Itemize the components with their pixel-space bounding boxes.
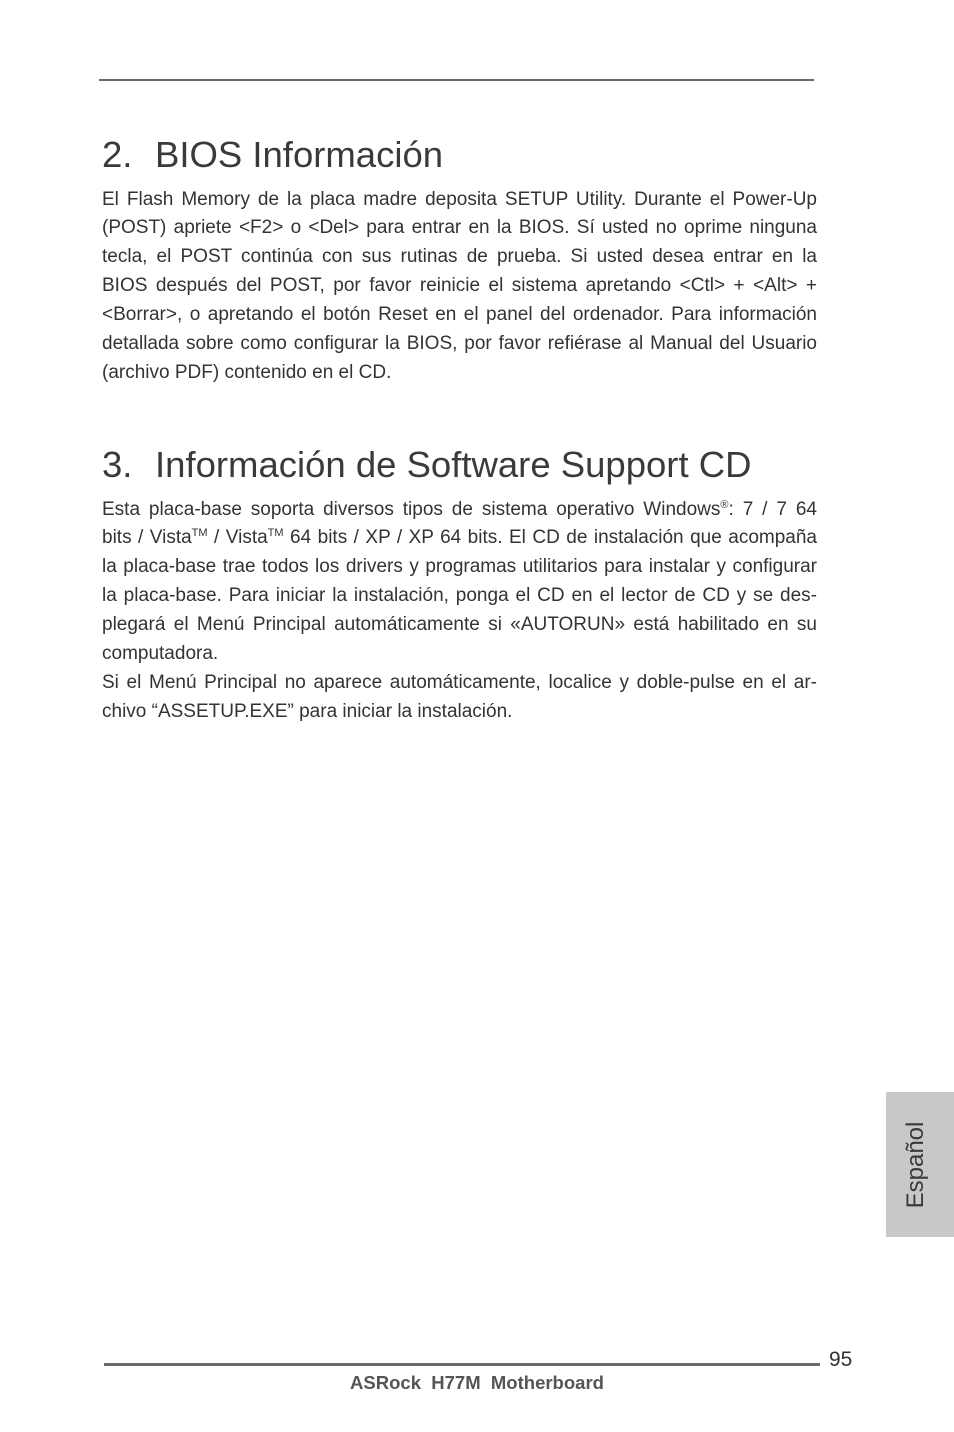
- text-line: [102, 330, 817, 359]
- text-segment: (archivo PDF) contenido en el CD.: [102, 361, 392, 383]
- section-heading: [102, 442, 822, 488]
- text-line: [102, 524, 817, 553]
- footer-title: ASRock H77M Motherboard: [350, 1372, 604, 1393]
- section-title: BIOS Información: [155, 134, 444, 175]
- text-segment: tecla, el POST continúa con sus rutinas de prueba. Si usted desea entrar en la: [102, 246, 817, 268]
- text-line: [102, 359, 817, 388]
- text-segment: BIOS después del POST, por favor reinicie el sistema apretando <Ctl> + <Alt> +: [102, 275, 817, 297]
- text-segment: : 7 / 7 64: [728, 498, 817, 520]
- text-segment: / Vista: [207, 527, 268, 549]
- section-body: [102, 186, 817, 388]
- text-line: [102, 272, 817, 301]
- text-segment: El Flash Memory de la placa madre deposita SETUP Utility. Durante el Power-Up: [102, 188, 817, 210]
- text-line: [102, 669, 817, 698]
- section-body: [102, 496, 817, 727]
- section-title: Información de Software Support CD: [155, 444, 752, 485]
- paragraph: [102, 496, 817, 669]
- page-number: 95: [829, 1348, 853, 1371]
- text-segment: Si el Menú Principal no aparece automáticamente, localice y doble-pulse en el ar-: [102, 671, 817, 693]
- superscript: TM: [267, 527, 284, 540]
- text-segment: chivo “ASSETUP.EXE” para iniciar la instalación.: [102, 700, 513, 722]
- section-number: 3.: [102, 444, 133, 485]
- superscript: TM: [191, 527, 208, 540]
- footer-rule: [104, 1363, 820, 1366]
- text-line: [102, 611, 817, 640]
- text-line: [102, 640, 817, 669]
- section-number: 2.: [102, 134, 133, 175]
- text-line: [102, 698, 817, 727]
- text-segment: detallada sobre como configurar la BIOS, por favor refiérase al Manual del Usuario: [102, 332, 817, 354]
- language-tab: [886, 1092, 954, 1237]
- text-line: [102, 243, 817, 272]
- text-segment: bits / Vista: [102, 527, 192, 549]
- text-line: [102, 301, 817, 330]
- top-rule: [99, 79, 814, 81]
- paragraph: [102, 186, 817, 388]
- text-line: [102, 553, 817, 582]
- text-segment: <Borrar>, o apretando el botón Reset en el panel del ordenador. Para información: [102, 303, 817, 325]
- text-line: [102, 582, 817, 611]
- text-segment: la placa-base trae todos los drivers y programas utilitarios para instalar y configurar: [102, 556, 817, 578]
- section-heading: [102, 132, 822, 178]
- text-segment: computadora.: [102, 642, 219, 664]
- text-line: [102, 214, 817, 243]
- text-line: [102, 186, 817, 215]
- text-segment: la placa-base. Para iniciar la instalación, ponga el CD en el lector de CD y se des-: [102, 585, 817, 607]
- superscript: ®: [720, 498, 729, 511]
- text-segment: (POST) apriete <F2> o <Del> para entrar en la BIOS. Sí usted no oprime ninguna: [102, 217, 817, 239]
- text-segment: Esta placa-base soporta diversos tipos de sistema operativo Windows: [102, 498, 721, 520]
- language-tab-label: Español: [902, 1121, 929, 1208]
- text-line: [102, 496, 817, 525]
- paragraph: [102, 669, 817, 727]
- text-segment: 64 bits / XP / XP 64 bits. El CD de instalación que acompaña: [283, 527, 817, 549]
- text-segment: plegará el Menú Principal automáticamente si «AUTORUN» está habilitado en su: [102, 613, 817, 635]
